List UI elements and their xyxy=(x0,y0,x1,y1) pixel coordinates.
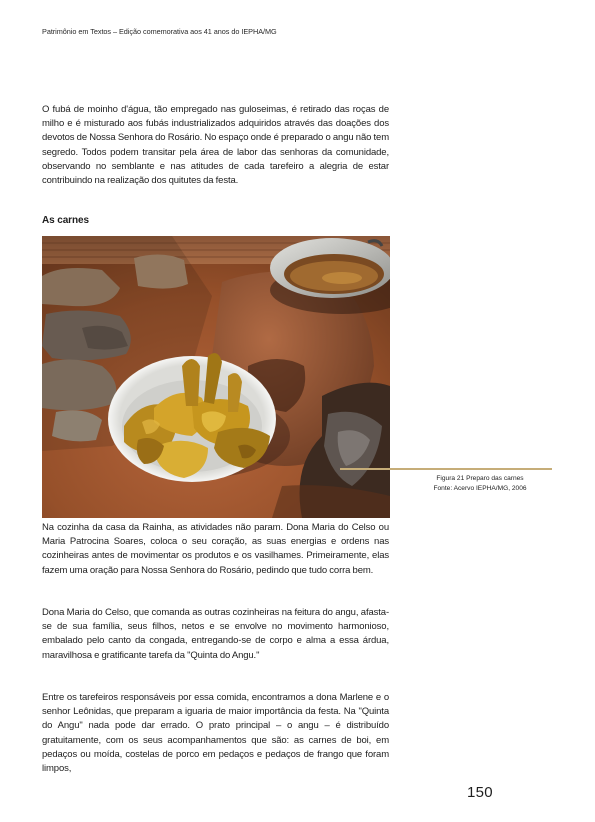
figure-caption-source: Fonte: Acervo IEPHA/MG, 2006 xyxy=(433,485,527,492)
running-header: Patrimônio em Textos – Edição comemorativa aos 41 anos do IEPHA/MG xyxy=(42,27,277,36)
page-number: 150 xyxy=(467,784,493,801)
section-heading: As carnes xyxy=(42,215,89,226)
body-paragraph-4: Entre os tarefeiros responsáveis por essa comida, encontramos a dona Marlene e o senhor Leônidas, que preparam a iguaria de maior importância da festa. Na "Quinta do Angu" nada pode dar errado. O prato principal – o angu – é distribuído gratuitamente, com os seus acompanhamentos que são: as carnes de boi, em pedaços ou moída, costelas de porco em pedaços e pedaços de frango que foram limpos, xyxy=(42,692,389,775)
body-paragraph-2: Na cozinha da casa da Rainha, as atividades não param. Dona Maria do Celso ou Maria Patrocina Soares, coloca o seu coração, as suas energias e ordens nas cozinheiras antes de movimentar os produtos e os vasilhames. Primeiramente, elas fazem uma oração para Nossa Senhora do Rosário, pedindo que tudo corra bem. xyxy=(42,522,389,576)
figure-photo xyxy=(42,236,390,518)
figure-caption-title: Figura 21 Preparo das carnes xyxy=(436,475,524,482)
body-paragraph-3: Dona Maria do Celso, que comanda as outras cozinheiras na feitura do angu, afasta-se de sua família, seus filhos, netos e se envolve no movimento harmonioso, embalado pelo canto da congada, entregando-se de corpo e alma a essa árdua, maravilhosa e gratificante tarefa da "Quinta do Angu." xyxy=(42,607,389,661)
body-paragraph-1: O fubá de moinho d'água, tão empregado nas guloseimas, é retirado das roças de milho e é misturado aos fubás industrializados adquiridos através das doações dos devotos de Nossa Senhora do Rosário. No espaço onde é preparado o angu não tem segredo. Todos podem transitar pela área de labor das senhoras da comunidade, observando no semblante e nas atitudes de cada tarefeiro a alegria de estar contribuindo na realização dos quitutes da festa. xyxy=(42,104,389,187)
caption-rule xyxy=(340,468,552,470)
